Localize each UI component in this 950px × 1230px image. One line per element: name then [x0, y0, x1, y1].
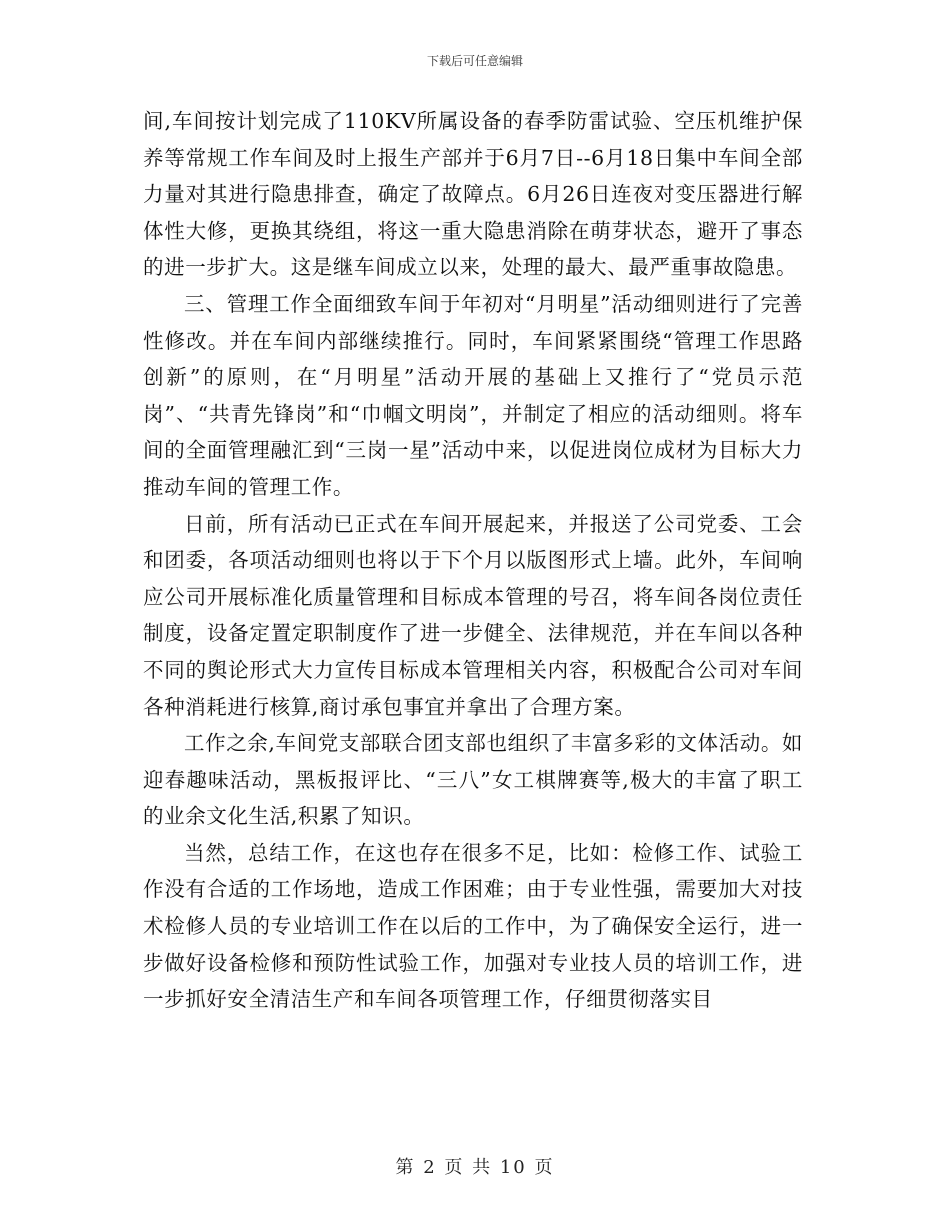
paragraph-3: 日前，所有活动已正式在车间开展起来，并报送了公司党委、工会和团委，各项活动细则也将以于下个月以版图形式上墙。此外，车间响应公司开展标准化质量管理和目标成本管理的号召，将车间各岗位责任制度，设备定置定职制度作了进一步健全、法律规范，并在车间以各种不同的舆论形式大力宣传目标成本管理相关内容，积极配合公司对车间各种消耗进行核算,商讨承包事宜并拿出了合理方案。	[143, 511, 803, 719]
document-body	[143, 103, 803, 1018]
page-header: 下载后可任意编辑	[426, 54, 523, 68]
paragraph-5: 当然，总结工作，在这也存在很多不足，比如：检修工作、试验工作没有合适的工作场地，造成工作困难；由于专业性强，需要加大对技术检修人员的专业培训工作在以后的工作中，为了确保安全运行，进一步做好设备检修和预防性试验工作，加强对专业技人员的培训工作，进一步抓好安全清洁生产和车间各项管理工作，仔细贯彻落实目	[143, 840, 803, 1012]
paragraph-1: 间,车间按计划完成了110KV所属设备的春季防雷试验、空压机维护保养等常规工作车间及时上报生产部并于6月7日--6月18日集中车间全部力量对其进行隐患排查，确定了故障点。6月26日连夜对变压器进行解体性大修，更换其绕组，将这一重大隐患消除在萌芽状态，避开了事态的进一步扩大。这是继车间成立以来，处理的最大、最严重事故隐患。	[143, 109, 803, 280]
paragraph-2: 三、管理工作全面细致车间于年初对“月明星”活动细则进行了完善性修改。并在车间内部继续推行。同时，车间紧紧围绕“管理工作思路创新”的原则，在“月明星”活动开展的基础上又推行了“党员示范岗”、“共青先锋岗”和“巾帼文明岗”，并制定了相应的活动细则。将车间的全面管理融汇到“三岗一星”活动中来，以促进岗位成材为目标大力推动车间的管理工作。	[143, 291, 803, 499]
page-number: 第 2 页 共 10 页	[395, 1157, 555, 1178]
paragraph-4: 工作之余,车间党支部联合团支部也组织了丰富多彩的文体活动。如迎春趣味活动，黑板报评比、“三八”女工棋牌赛等,极大的丰富了职工的业余文化生活,积累了知识。	[143, 731, 804, 829]
